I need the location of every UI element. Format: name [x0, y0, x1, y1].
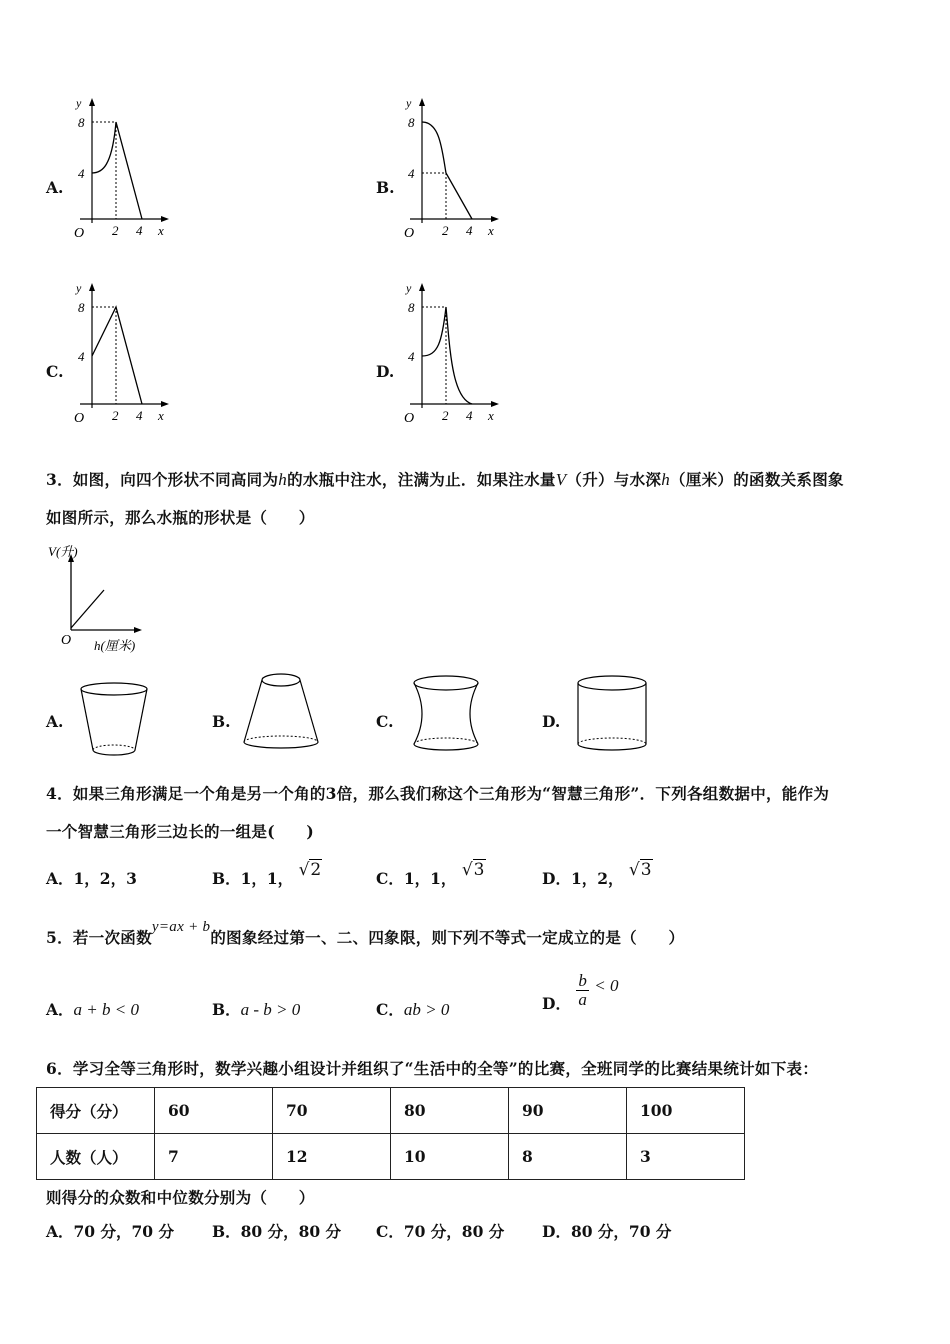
q5-option-label: B．	[212, 1000, 241, 1019]
x-tick: 2	[112, 223, 119, 238]
y-axis-label: y	[76, 96, 82, 110]
q5-stem	[46, 919, 685, 948]
q2-option-label: A.	[46, 178, 64, 197]
sqrt-expression: √3	[628, 860, 652, 880]
q5-option-label: D．	[542, 993, 571, 1013]
table-cell: 80	[391, 1088, 509, 1134]
y-tick: 8	[78, 300, 85, 315]
sqrt-expression: √3	[461, 860, 485, 880]
q3-option-label: C.	[376, 712, 394, 731]
q3-option-label: D.	[542, 712, 561, 731]
y-tick: 4	[408, 349, 415, 364]
table-cell: 100	[627, 1088, 745, 1134]
q2-option-label: D.	[376, 362, 395, 381]
origin-label: O	[61, 633, 72, 648]
x-axis-label: x	[158, 408, 164, 423]
q4-option-a[interactable]	[46, 867, 137, 889]
q4-option-text: A．1，2，3	[46, 869, 137, 888]
q3-stem-line2: 如图所示，那么水瓶的形状是（ ）	[46, 508, 315, 527]
q6-option-c[interactable]: C．70 分，80 分	[376, 1222, 505, 1241]
y-tick: 4	[408, 166, 415, 181]
q4-stem-line1: 4．如果三角形满足一个角是另一个角的3倍，那么我们称这个三角形为“智慧三角形”．下列各组数据中，能作为	[46, 784, 830, 803]
origin-label: O	[404, 226, 415, 241]
y-axis-label: y	[406, 281, 412, 295]
q6-question: 则得分的众数和中位数分别为（ ）	[46, 1188, 315, 1207]
q3-text: （厘米）的函数关系图象	[670, 470, 844, 489]
fraction-numerator: b	[578, 971, 587, 990]
q5-option-label: C．	[376, 1000, 404, 1019]
q4-option-text: D．1，2，	[542, 869, 624, 888]
q2-graph-b	[392, 95, 502, 245]
q2-graph-c	[62, 280, 172, 430]
y-axis-label: y	[406, 96, 412, 110]
y-tick: 8	[408, 115, 415, 130]
q3-text: 3．如图，向四个形状不同高同为	[46, 470, 279, 489]
x-tick: 2	[112, 408, 119, 423]
table-cell: 人数（人）	[37, 1134, 155, 1180]
q3-text: 的水瓶中注水，注满为止．如果注水量	[287, 470, 556, 489]
bottle-b-icon	[238, 670, 324, 756]
bottle-c-icon	[406, 672, 486, 758]
y-tick: 4	[78, 166, 85, 181]
x-tick: 4	[136, 408, 143, 423]
table-cell: 12	[273, 1134, 391, 1180]
sqrt-radicand: 3	[640, 860, 652, 880]
table-cell: 3	[627, 1134, 745, 1180]
origin-label: O	[74, 411, 85, 426]
q5-option-a[interactable]	[46, 998, 139, 1020]
y-axis-label: V(升)	[48, 544, 78, 559]
bottle-d-icon	[572, 672, 652, 758]
q2-option-label: B.	[376, 178, 395, 197]
table-cell: 90	[509, 1088, 627, 1134]
x-tick: 2	[442, 408, 449, 423]
x-tick: 4	[466, 408, 473, 423]
q2-option-label: C.	[46, 362, 64, 381]
origin-label: O	[404, 411, 415, 426]
table-cell: 得分（分）	[37, 1088, 155, 1134]
x-tick: 4	[466, 223, 473, 238]
y-tick: 8	[408, 300, 415, 315]
q5-option-expr: < 0	[594, 975, 619, 995]
q3-var: V	[555, 470, 567, 489]
q3-stem-line1	[46, 468, 844, 490]
q5-option-label: A．	[46, 1000, 74, 1019]
q5-option-c[interactable]	[376, 998, 449, 1020]
q3-option-label: B.	[212, 712, 231, 731]
x-axis-label: h(厘米)	[94, 638, 136, 653]
q4-option-d[interactable]	[542, 860, 653, 889]
table-cell: 10	[391, 1134, 509, 1180]
table-row	[37, 1088, 745, 1134]
q5-option-expr: a - b > 0	[240, 1000, 301, 1019]
table-cell: 60	[155, 1088, 273, 1134]
q2-graph-d	[392, 280, 502, 430]
x-axis-label: x	[488, 408, 494, 423]
q5-option-d[interactable]	[542, 971, 619, 1013]
q4-option-c[interactable]	[376, 860, 486, 889]
x-tick: 4	[136, 223, 143, 238]
sqrt-expression: √2	[298, 860, 322, 880]
q3-text: （升）与水深	[566, 470, 662, 489]
q5-option-expr: ab > 0	[403, 1000, 450, 1019]
q5-text: 的图象经过第一、二、四象限，则下列不等式一定成立的是（ ）	[210, 928, 685, 947]
y-tick: 4	[78, 349, 85, 364]
y-axis-label: y	[76, 281, 82, 295]
score-table	[36, 1087, 745, 1180]
table-cell: 70	[273, 1088, 391, 1134]
table-cell: 8	[509, 1134, 627, 1180]
q6-option-a[interactable]: A．70 分，70 分	[46, 1222, 174, 1241]
sqrt-radicand: 3	[473, 860, 485, 880]
fraction-denominator: a	[578, 990, 587, 1009]
bottle-a-icon	[76, 680, 152, 760]
q4-stem-line2: 一个智慧三角形三边长的一组是( )	[46, 822, 315, 841]
q6-option-b[interactable]: B．80 分，80 分	[212, 1222, 342, 1241]
q6-option-d[interactable]: D．80 分，70 分	[542, 1222, 672, 1241]
fraction	[576, 972, 589, 1009]
q5-option-expr: a + b < 0	[73, 1000, 139, 1019]
q3-option-label: A.	[46, 712, 64, 731]
sqrt-radicand: 2	[310, 860, 322, 880]
table-cell: 7	[155, 1134, 273, 1180]
q5-formula: y=ax + b	[151, 919, 211, 935]
x-axis-label: x	[488, 223, 494, 238]
q3-var: h	[278, 470, 288, 489]
q4-option-text: C．1，1，	[376, 869, 457, 888]
q6-stem: 6．学习全等三角形时，数学兴趣小组设计并组织了“生活中的全等”的比赛，全班同学的比赛结果统计如下表：	[46, 1059, 819, 1078]
q3-var: h	[661, 470, 671, 489]
origin-label: O	[74, 226, 85, 241]
q5-text: 5．若一次函数	[46, 928, 152, 947]
q5-option-b[interactable]	[212, 998, 300, 1020]
x-tick: 2	[442, 223, 449, 238]
y-tick: 8	[78, 115, 85, 130]
q4-option-b[interactable]	[212, 860, 322, 889]
table-row	[37, 1134, 745, 1180]
q4-option-text: B．1，1，	[212, 869, 294, 888]
q2-graph-a	[62, 95, 172, 245]
q3-graph	[44, 540, 154, 655]
x-axis-label: x	[158, 223, 164, 238]
